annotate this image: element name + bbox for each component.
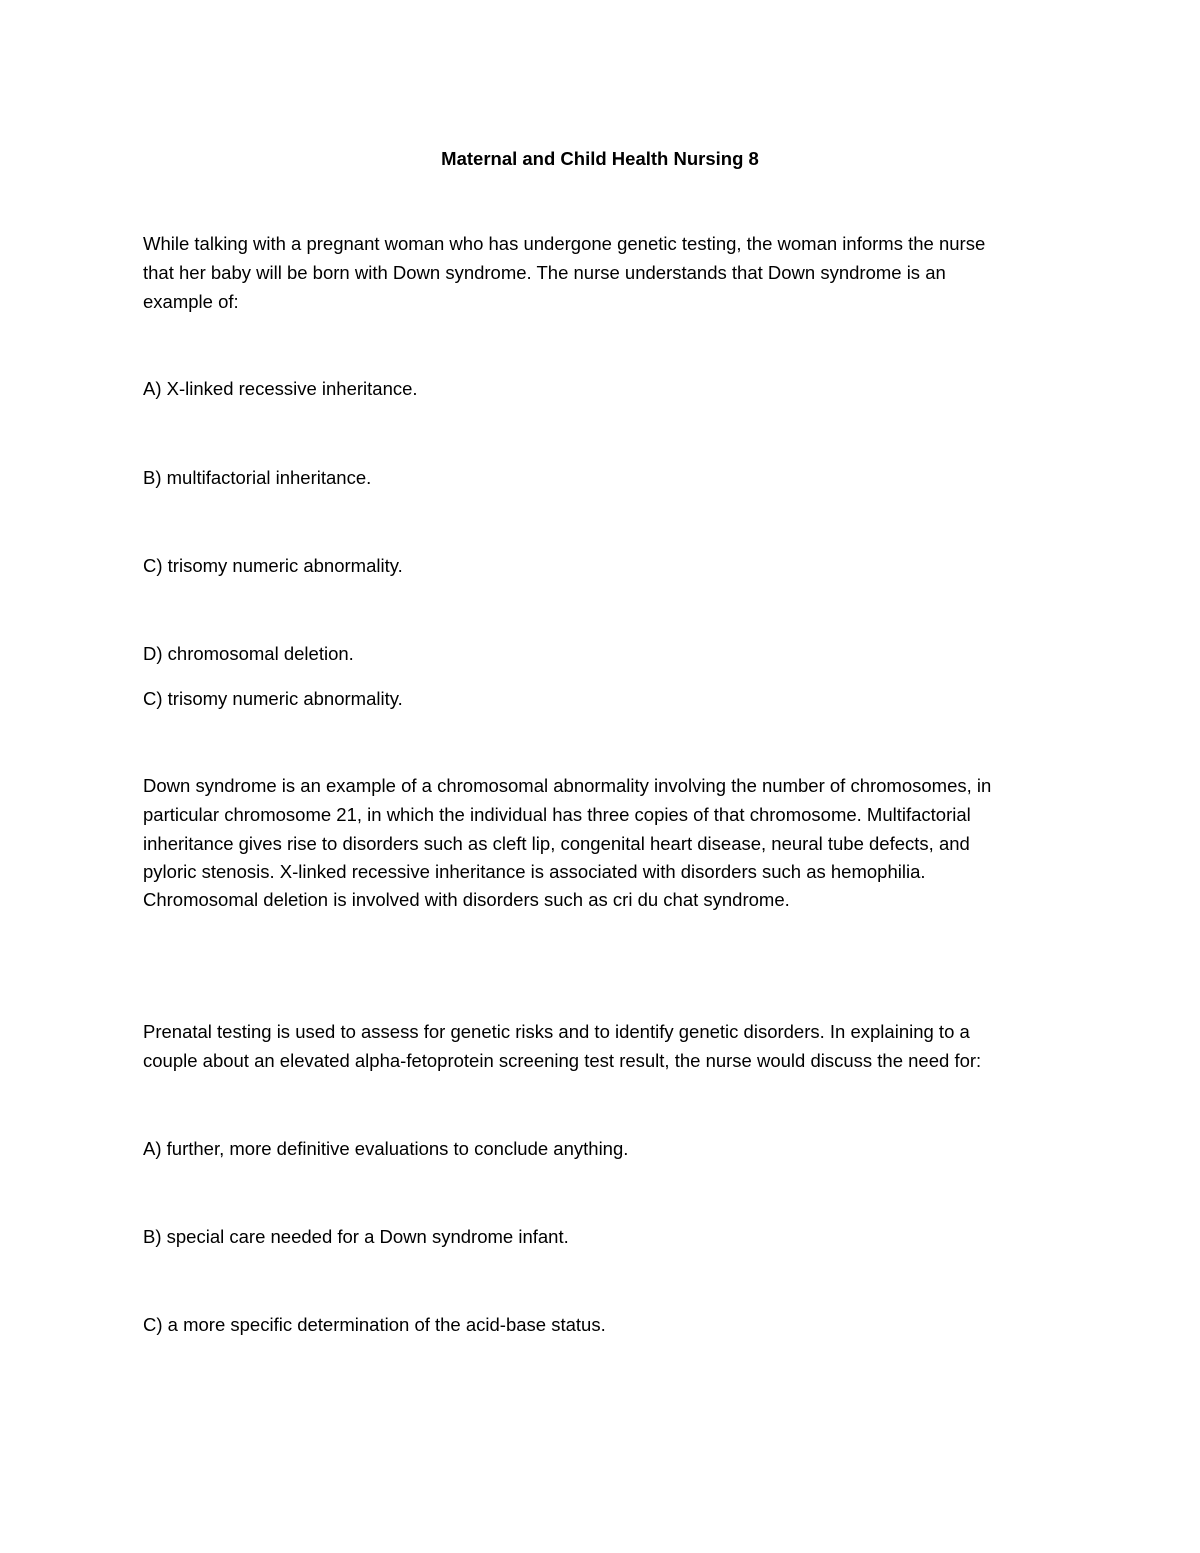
q1-stem-line-1: While talking with a pregnant woman who has undergone genetic testing, the woman informs the nurse xyxy=(143,233,986,254)
q2-option-a: A) further, more definitive evaluations to conclude anything. xyxy=(143,1138,629,1159)
q1-option-c: C) trisomy numeric abnormality. xyxy=(143,555,403,576)
q1-rationale-line-4: pyloric stenosis. X-linked recessive inheritance is associated with disorders such as hemophilia. xyxy=(143,861,926,882)
q2-option-b: B) special care needed for a Down syndrome infant. xyxy=(143,1226,569,1247)
q1-option-b: B) multifactorial inheritance. xyxy=(143,467,372,488)
q1-rationale-line-3: inheritance gives rise to disorders such as cleft lip, congenital heart disease, neural tube defects, and xyxy=(143,833,970,854)
q1-stem-line-2: that her baby will be born with Down syndrome. The nurse understands that Down syndrome is an xyxy=(143,262,946,283)
q2-stem-line-1: Prenatal testing is used to assess for genetic risks and to identify genetic disorders. In explaining to a xyxy=(143,1021,970,1042)
q1-rationale-line-5: Chromosomal deletion is involved with disorders such as cri du chat syndrome. xyxy=(143,889,790,910)
q1-rationale-line-1: Down syndrome is an example of a chromosomal abnormality involving the number of chromosomes, in xyxy=(143,775,992,796)
q2-stem-line-2: couple about an elevated alpha-fetoprotein screening test result, the nurse would discuss the need for: xyxy=(143,1050,982,1071)
q1-rationale-line-2: particular chromosome 21, in which the individual has three copies of that chromosome. Multifactorial xyxy=(143,804,971,825)
q2-option-c: C) a more specific determination of the acid-base status. xyxy=(143,1314,606,1335)
q1-option-a: A) X-linked recessive inheritance. xyxy=(143,378,418,399)
q1-answer: C) trisomy numeric abnormality. xyxy=(143,688,403,709)
q1-option-d: D) chromosomal deletion. xyxy=(143,643,354,664)
q1-stem-line-3: example of: xyxy=(143,291,239,312)
document-title: Maternal and Child Health Nursing 8 xyxy=(441,148,759,169)
